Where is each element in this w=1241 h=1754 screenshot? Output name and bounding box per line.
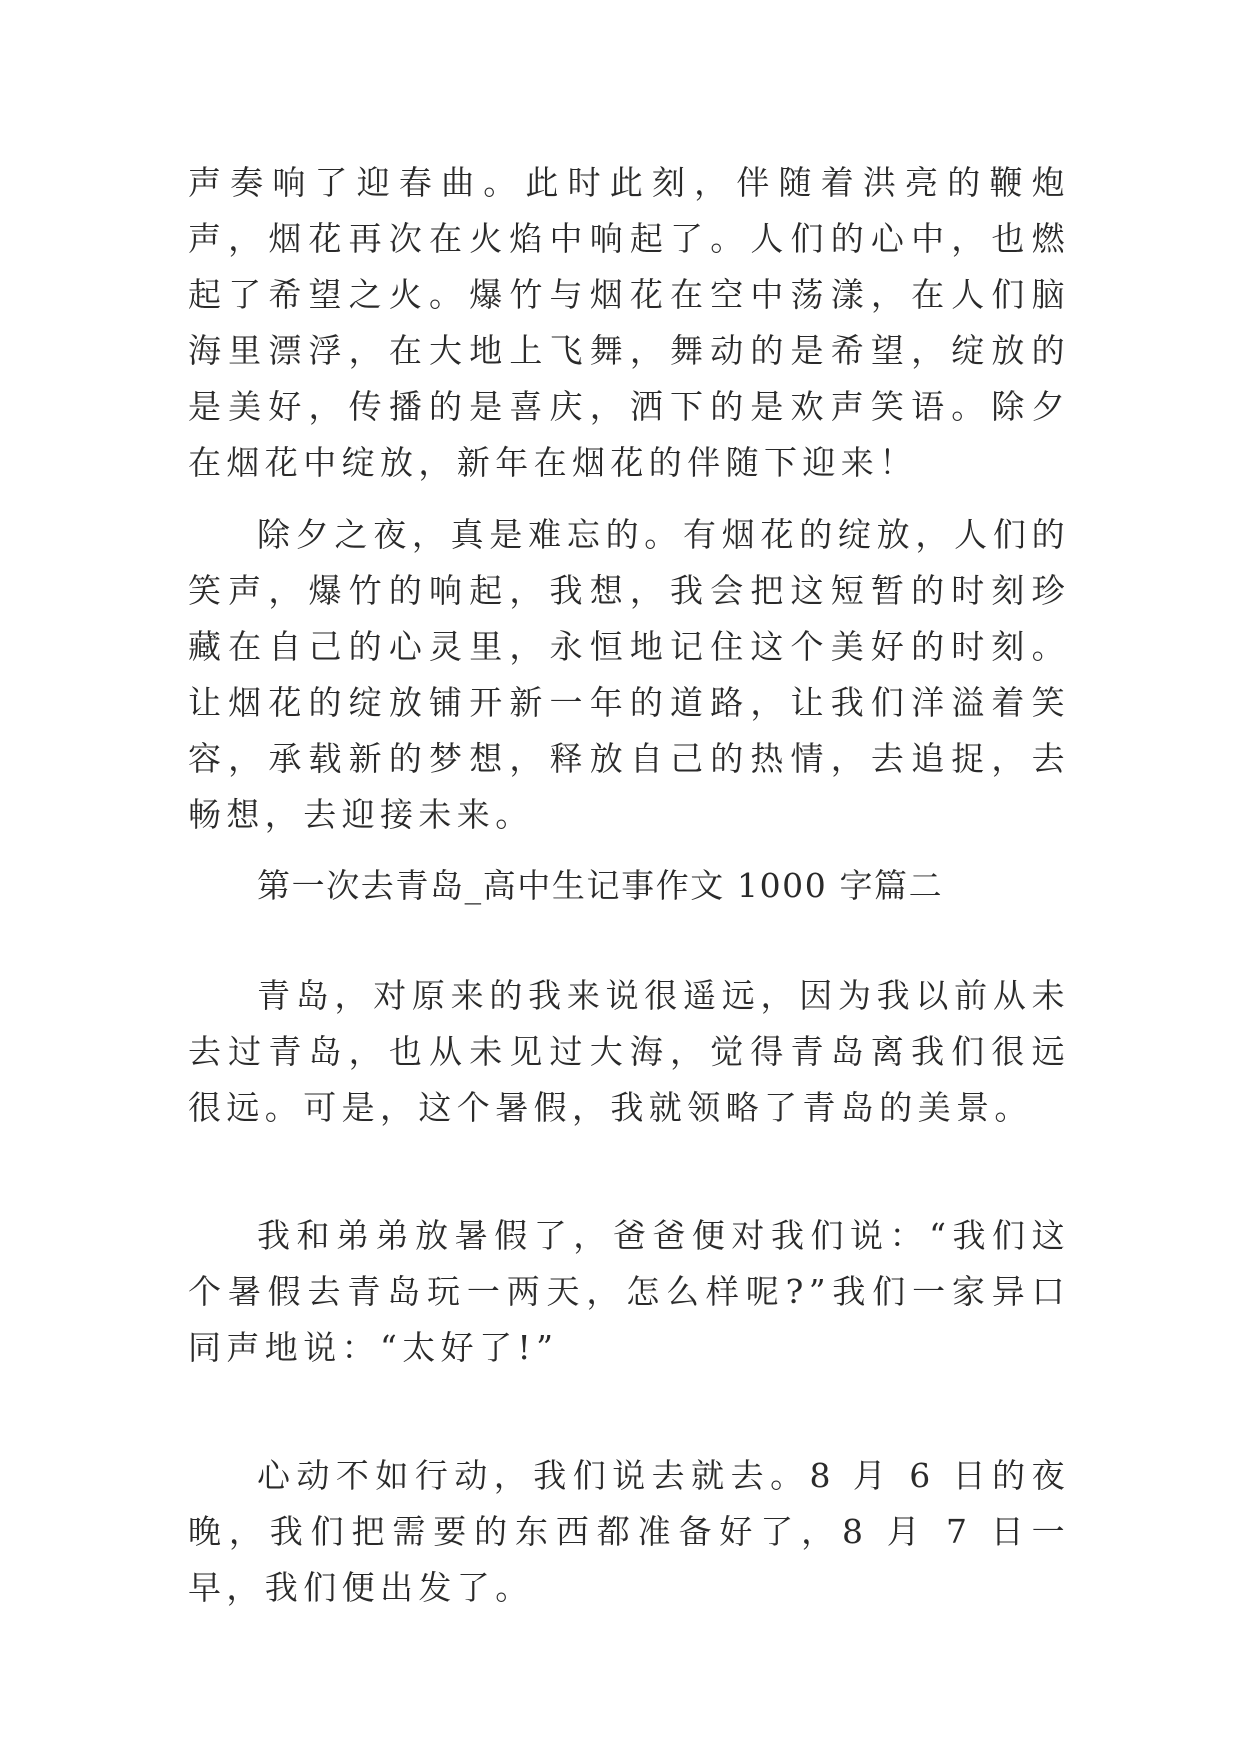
paragraph-departure: 心动不如行动，我们说去就去。8 月 6 日的夜晚，我们把需要的东西都准备好了，8 月 7 日一早，我们便出发了。 xyxy=(188,1456,1070,1607)
paragraph-new-year-eve: 除夕之夜，真是难忘的。有烟花的绽放，人们的笑声，爆竹的响起，我想，我会把这短暂的时刻珍藏在自己的心灵里，永恒地记住这个美好的时刻。让烟花的绽放铺开新一年的道路，让我们洋溢着笑容，承载新的梦想，释放自己的热情，去追捉，去畅想，去迎接未来。 xyxy=(188,515,1070,834)
paragraph-fireworks-continued: 声奏响了迎春曲。此时此刻，伴随着洪亮的鞭炮声，烟花再次在火焰中响起了。人们的心中，也燃起了希望之火。爆竹与烟花在空中荡漾，在人们脑海里漂浮，在大地上飞舞，舞动的是希望，绽放的是美好，传播的是喜庆，洒下的是欢声笑语。除夕在烟花中绽放，新年在烟花的伴随下迎来！ xyxy=(188,163,1070,482)
essay-heading: 第一次去青岛_高中生记事作文 1000 字篇二 xyxy=(257,866,944,905)
paragraph-summer-plan: 我和弟弟放暑假了，爸爸便对我们说：“我们这个暑假去青岛玩一两天，怎么样呢?”我们一家异口同声地说：“太好了!” xyxy=(188,1216,1070,1367)
paragraph-qingdao-intro: 青岛，对原来的我来说很遥远，因为我以前从未去过青岛，也从未见过大海，觉得青岛离我们很远很远。可是，这个暑假，我就领略了青岛的美景。 xyxy=(188,976,1070,1127)
